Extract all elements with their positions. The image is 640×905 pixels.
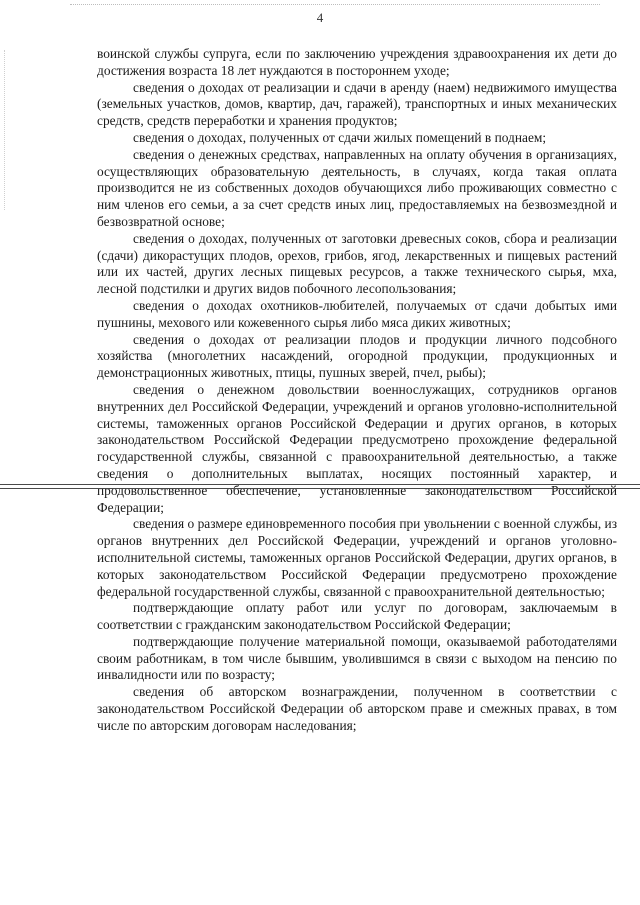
scan-top-edge — [70, 4, 600, 5]
paragraph-education-payment: сведения о денежных средствах, направленных на оплату обучения в организациях, осуществляющих образовательную деятельность, в случаях, когда такая оплата производится не из собственных доходов обучающихся либо проживающих совместно с ним членов его семьи, а за счет средств иных лиц, предоставляемых на безвозмездной и безвозвратной основе; — [97, 146, 617, 229]
scan-fold-line — [0, 488, 640, 489]
paragraph-material-aid: подтверждающие получение материальной помощи, оказываемой работодателями своим работникам, в том числе бывшим, уволившимся в связи с выходом на пенсию по инвалидности или по возрасту; — [97, 633, 617, 683]
paragraph-hunting-income: сведения о доходах охотников-любителей, получаемых от сдачи добытых ими пушнины, мехового или кожевенного сырья либо мяса диких животных; — [97, 297, 617, 330]
scan-fold-line — [0, 484, 640, 485]
paragraph-sublease-income: сведения о доходах, полученных от сдачи жилых помещений в поднаем; — [133, 129, 547, 145]
paragraph-forest-resources: сведения о доходах, полученных от заготовки древесных соков, сбора и реализации (сдачи) дикорастущих плодов, орехов, грибов, ягод, лекарственных и пищевых растений или их частей, других лесных пищевых ресурсов, а также технического сырья, мха, лесной подстилки и других видов побочного лесопользования; — [97, 230, 617, 297]
paragraph-author-royalties: сведения об авторском вознаграждении, полученном в соответствии с законодательством Российской Федерации об авторском праве и смежных правах, в том числе по авторским договорам наследования; — [97, 684, 617, 733]
scan-left-edge — [4, 50, 11, 210]
paragraph-household-plot: сведения о доходах от реализации плодов и продукции личного подсобного хозяйства (многолетних насаждений, огородной продукции, продукционных и демонстрационных животных, птицы, пушных зверей, пчел, рыбы); — [97, 331, 617, 381]
paragraph-continuation: воинской службы супруга, если по заключению учреждения здравоохранения их дети до достижения возраста 18 лет нуждаются в постороннем уходе; — [97, 46, 617, 78]
paragraph-rental-income: сведения о доходах от реализации и сдачи в аренду (наем) недвижимого имущества (земельных участков, домов, квартир, дач, гаражей), транспортных и иных механических средств, средств переработки и хранения продуктов; — [97, 79, 617, 129]
paragraph-contract-payments: подтверждающие оплату работ или услуг по договорам, заключаемым в соответствии с гражданским законодательством Российской Федерации; — [97, 600, 617, 633]
document-body — [97, 46, 617, 735]
page-number: 4 — [316, 10, 324, 25]
paragraph-military-allowance: сведения о денежном довольствии военнослужащих, сотрудников органов внутренних дел Российской Федерации, учреждений и органов уголовно-исполнительной системы, таможенных органов Российской Федерации и других органов, в которых законодательством Российской Федерации предусмотрено прохождение федеральной государственной службы, связанной с правоохранительной деятельностью, а также сведения о дополнительных выплатах, носящих постоянный характер, и продовольственное обеспечение, установленные законодательством Российской Федерации; — [97, 381, 617, 515]
paragraph-severance-benefit: сведения о размере единовременного пособия при увольнении с военной службы, из органов внутренних дел Российской Федерации, учреждений и органов уголовно-исполнительной системы, таможенных органов Российской Федерации, других органов, в которых законодательством Российской Федерации предусмотрено прохождение федеральной государственной службы, связанной с правоохранительной деятельностью; — [97, 516, 617, 599]
